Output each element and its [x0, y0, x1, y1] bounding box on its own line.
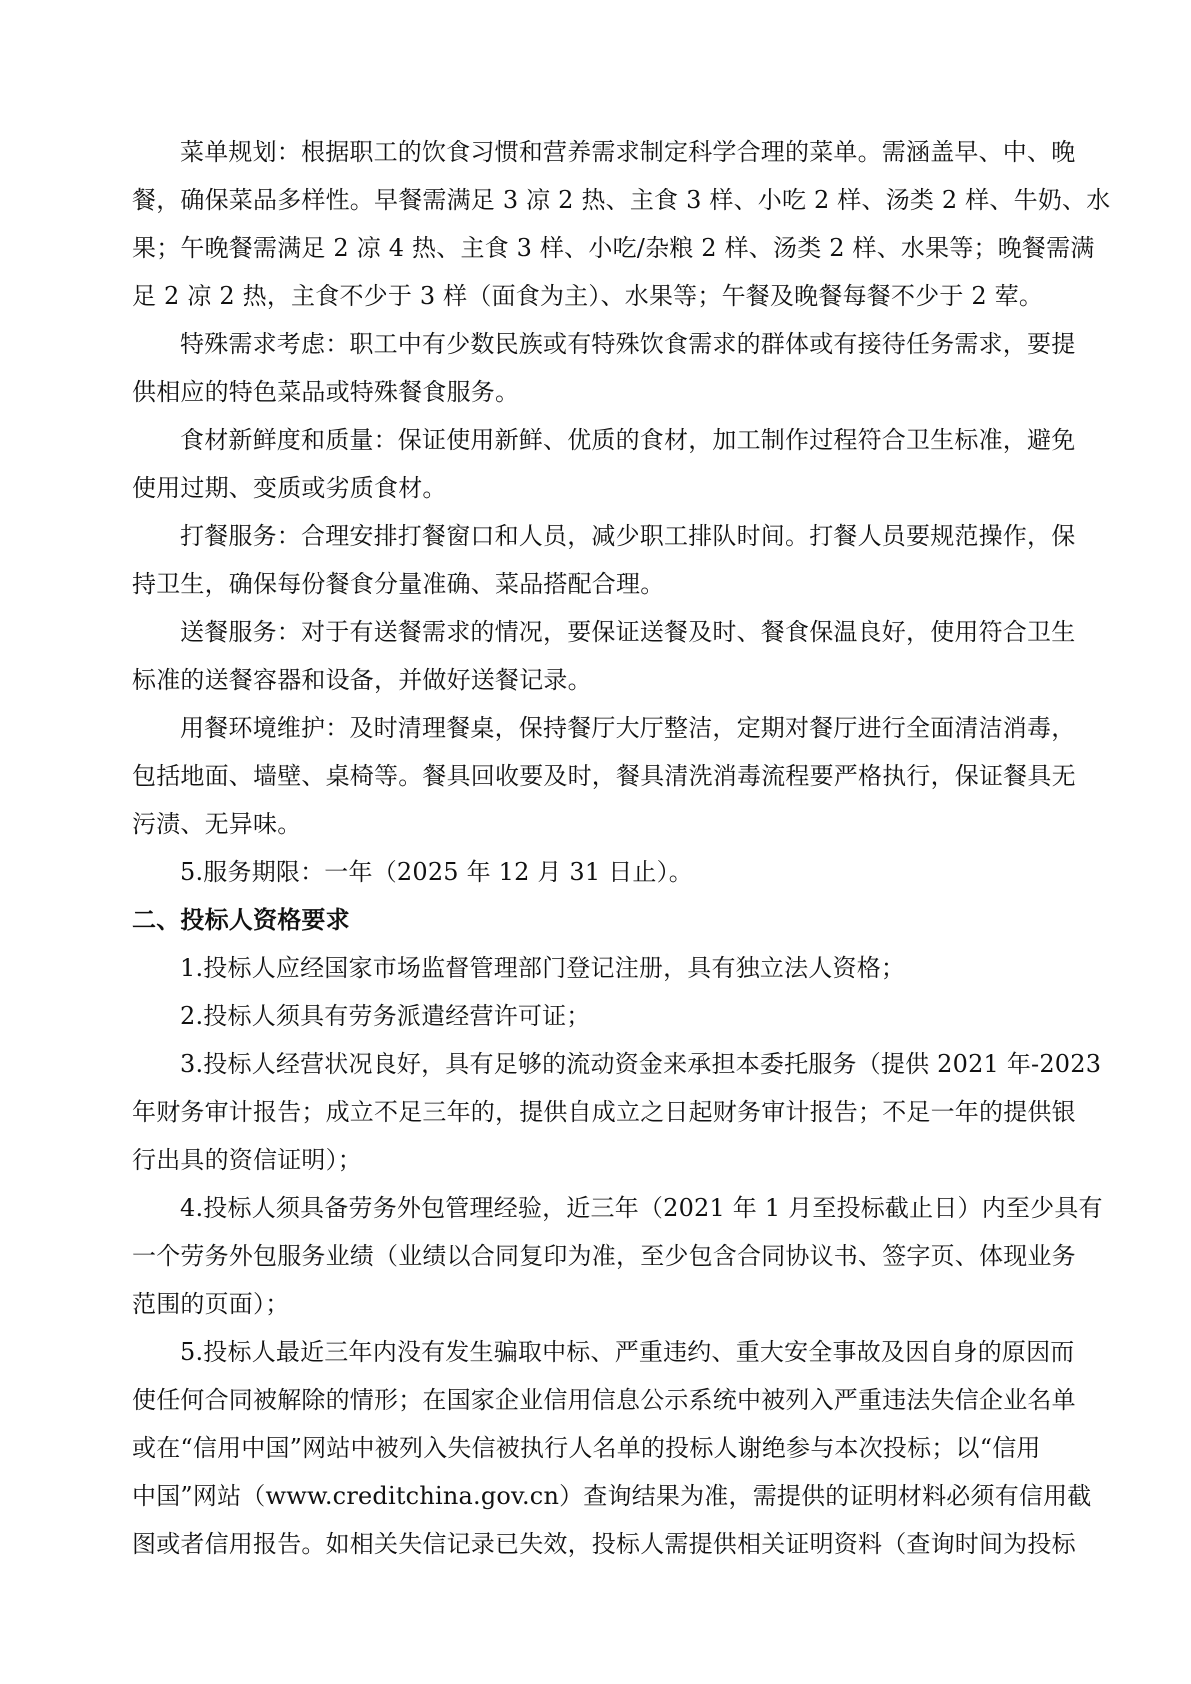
requirement-5-line-1: 5.投标人最近三年内没有发生骗取中标、严重违约、重大安全事故及因自身的原因而 — [180, 1338, 1075, 1366]
paragraph-serving-line-2: 持卫生，确保每份餐食分量准确、菜品搭配合理。 — [132, 570, 665, 598]
requirement-5-line-3: 或在“信用中国”网站中被列入失信被执行人名单的投标人谢绝参与本次投标；以“信用 — [132, 1434, 1041, 1462]
paragraph-delivery-line-2: 标准的送餐容器和设备，并做好送餐记录。 — [132, 666, 592, 694]
requirement-3-line-1: 3.投标人经营状况良好，具有足够的流动资金来承担本委托服务（提供 2021 年-2023 — [180, 1050, 1102, 1078]
paragraph-service-period: 5.服务期限：一年（2025 年 12 月 31 日止）。 — [180, 858, 693, 886]
paragraph-environment-line-1: 用餐环境维护：及时清理餐桌，保持餐厅大厅整洁，定期对餐厅进行全面清洁消毒， — [180, 714, 1076, 742]
requirement-3-line-3: 行出具的资信证明）； — [132, 1146, 362, 1174]
paragraph-serving-line-1: 打餐服务：合理安排打餐窗口和人员，减少职工排队时间。打餐人员要规范操作，保 — [180, 522, 1076, 550]
requirement-5-line-4: 中国”网站（www.creditchina.gov.cn）查询结果为准，需提供的证明材料必须有信用截 — [132, 1482, 1092, 1510]
paragraph-special-needs-line-2: 供相应的特色菜品或特殊餐食服务。 — [132, 378, 520, 406]
requirement-5-line-2: 使任何合同被解除的情形；在国家企业信用信息公示系统中被列入严重违法失信企业名单 — [132, 1386, 1076, 1414]
paragraph-environment-line-3: 污渍、无异味。 — [132, 810, 302, 838]
requirement-1: 1.投标人应经国家市场监督管理部门登记注册，具有独立法人资格； — [180, 954, 906, 982]
paragraph-menu-planning-line-3: 果；午晚餐需满足 2 凉 4 热、主食 3 样、小吃/杂粮 2 样、汤类 2 样、水果等；晚餐需满 — [132, 234, 1095, 262]
requirement-2: 2.投标人须具有劳务派遣经营许可证； — [180, 1002, 591, 1030]
paragraph-menu-planning-line-2: 餐，确保菜品多样性。早餐需满足 3 凉 2 热、主食 3 样、小吃 2 样、汤类 2 样、牛奶、水 — [132, 186, 1111, 214]
paragraph-ingredients-line-1: 食材新鲜度和质量：保证使用新鲜、优质的食材，加工制作过程符合卫生标准，避免 — [180, 426, 1076, 454]
requirement-3-line-2: 年财务审计报告；成立不足三年的，提供自成立之日起财务审计报告；不足一年的提供银 — [132, 1098, 1076, 1126]
requirement-5-line-5: 图或者信用报告。如相关失信记录已失效，投标人需提供相关证明资料（查询时间为投标 — [132, 1530, 1076, 1558]
paragraph-ingredients-line-2: 使用过期、变质或劣质食材。 — [132, 474, 447, 502]
paragraph-environment-line-2: 包括地面、墙壁、桌椅等。餐具回收要及时，餐具清洗消毒流程要严格执行，保证餐具无 — [132, 762, 1076, 790]
requirement-4-line-1: 4.投标人须具备劳务外包管理经验，近三年（2021 年 1 月至投标截止日）内至少具有 — [180, 1194, 1103, 1222]
paragraph-menu-planning-line-1: 菜单规划：根据职工的饮食习惯和营养需求制定科学合理的菜单。需涵盖早、中、晚 — [180, 138, 1076, 166]
paragraph-special-needs-line-1: 特殊需求考虑：职工中有少数民族或有特殊饮食需求的群体或有接待任务需求，要提 — [180, 330, 1076, 358]
requirement-4-line-2: 一个劳务外包服务业绩（业绩以合同复印为准，至少包含合同协议书、签字页、体现业务 — [132, 1242, 1076, 1270]
section-heading-qualifications: 二、投标人资格要求 — [132, 906, 350, 934]
requirement-4-line-3: 范围的页面）； — [132, 1290, 290, 1318]
paragraph-delivery-line-1: 送餐服务：对于有送餐需求的情况，要保证送餐及时、餐食保温良好，使用符合卫生 — [180, 618, 1076, 646]
paragraph-menu-planning-line-4: 足 2 凉 2 热，主食不少于 3 样（面食为主）、水果等；午餐及晚餐每餐不少于 2 荤。 — [132, 282, 1044, 310]
